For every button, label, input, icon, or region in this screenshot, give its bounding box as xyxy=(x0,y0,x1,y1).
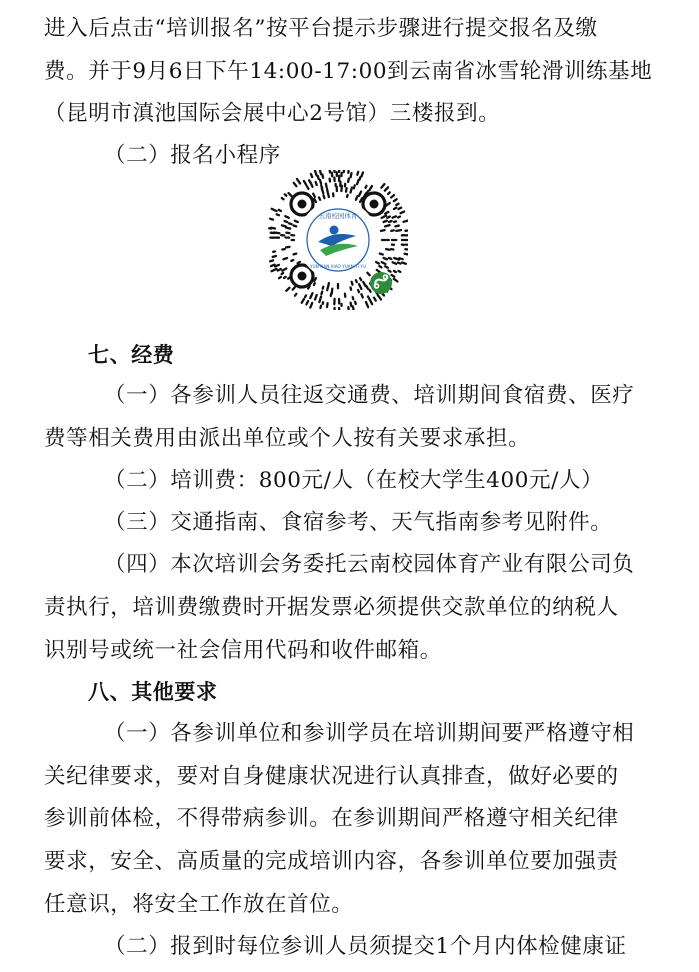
qr-dot xyxy=(272,209,277,211)
qr-dot xyxy=(366,302,368,307)
qr-dot xyxy=(351,287,352,289)
paragraph-line: （四）本次培训会务委托云南校园体育产业有限公司负 xyxy=(104,552,635,577)
miniprogram-qr-code[interactable] xyxy=(268,170,408,310)
section-heading: 八、其他要求 xyxy=(88,680,218,704)
qr-dot xyxy=(319,197,320,199)
qr-dot xyxy=(328,193,329,197)
qr-dot xyxy=(404,220,409,221)
qr-dot xyxy=(310,303,312,308)
qr-dot xyxy=(307,186,309,189)
qr-dot xyxy=(384,221,387,222)
qr-dot xyxy=(394,221,396,222)
qr-dot xyxy=(270,260,273,261)
qr-dot xyxy=(326,184,327,188)
qr-dot xyxy=(323,287,324,289)
qr-dot xyxy=(294,183,297,186)
qr-dot xyxy=(360,278,361,280)
qr-dot xyxy=(401,212,405,214)
qr-dot xyxy=(289,193,292,196)
qr-dot xyxy=(355,302,356,304)
qr-dot xyxy=(353,297,354,299)
qr-dot xyxy=(392,275,395,277)
paragraph-line: （二）培训费：800元/人（在校大学生400元/人） xyxy=(104,468,604,493)
qr-dot xyxy=(282,269,286,271)
qr-dot xyxy=(359,284,361,289)
qr-dot xyxy=(398,217,400,218)
paragraph-line: 费等相关费用由派出单位或个人按有关要求承担。 xyxy=(44,426,531,451)
qr-dot xyxy=(347,195,348,197)
qr-dot xyxy=(271,265,275,266)
qr-dot xyxy=(304,181,306,185)
qr-dot xyxy=(320,170,321,174)
qr-dot xyxy=(295,221,298,222)
qr-dot xyxy=(367,273,369,276)
qr-dot xyxy=(279,210,281,211)
qr-dot xyxy=(387,217,390,218)
qr-dot xyxy=(354,185,355,188)
qr-dot xyxy=(389,258,392,259)
qr-dot xyxy=(283,258,287,259)
qr-dot xyxy=(315,171,317,176)
qr-dot xyxy=(286,288,289,291)
qr-dot xyxy=(385,212,388,214)
qr-dot xyxy=(321,185,322,188)
paragraph-line: （昆明市滇池国际会展中心2号馆）三楼报到。 xyxy=(44,101,501,126)
qr-code-graphic xyxy=(268,170,408,310)
qr-dot xyxy=(278,269,281,271)
qr-dot xyxy=(370,300,372,304)
qr-dot xyxy=(366,286,368,289)
qr-dot xyxy=(394,271,396,272)
paragraph-line: 识别号或统一社会信用代码和收件邮箱。 xyxy=(44,638,442,663)
qr-dot xyxy=(361,294,362,297)
paragraph-line: （一）各参训单位和参训学员在培训期间要严格遵守相 xyxy=(104,721,635,746)
qr-dot xyxy=(314,283,315,285)
qr-dot xyxy=(399,271,401,272)
qr-dot xyxy=(286,247,289,248)
qr-dot xyxy=(285,194,287,195)
qr-dot xyxy=(382,262,386,264)
qr-dot xyxy=(302,299,304,303)
qr-dot xyxy=(402,263,406,264)
qr-dot xyxy=(396,230,401,231)
paragraph-line: （三）交通指南、食宿参考、天气指南参考见附件。 xyxy=(104,510,613,535)
logo-ring-text: 云南校园体育 xyxy=(318,212,358,220)
section-subheading: （二）报名小程序 xyxy=(104,143,281,168)
qr-dot xyxy=(388,192,390,194)
qr-dot xyxy=(379,266,381,267)
qr-dot xyxy=(282,273,284,274)
qr-dot xyxy=(405,254,408,255)
qr-dot xyxy=(399,258,402,259)
qr-dot xyxy=(352,282,353,285)
paragraph-line: 参训前体检，不得带病参训。在参训期间严格遵守相关纪律 xyxy=(44,806,619,831)
paragraph-line: 责执行，培训费缴费时开据发票必须提供交款单位的纳税人 xyxy=(44,595,619,620)
qr-dot xyxy=(398,263,401,264)
qr-dot xyxy=(310,293,312,298)
paragraph-line: 关纪律要求，要对自身健康状况进行认真排查，做好必要的 xyxy=(44,764,619,789)
qr-dot xyxy=(385,187,388,190)
qr-dot xyxy=(291,260,293,261)
qr-dot xyxy=(381,184,384,188)
qr-dot xyxy=(315,295,317,300)
qr-dot xyxy=(362,172,363,176)
qr-dot xyxy=(360,177,361,180)
qr-finder-eye-center xyxy=(298,200,307,209)
qr-dot xyxy=(378,295,381,299)
qr-dot xyxy=(273,256,276,257)
qr-dot xyxy=(321,292,322,295)
qr-dot xyxy=(297,179,300,184)
qr-dot xyxy=(394,199,397,201)
qr-dot xyxy=(396,204,398,205)
qr-dot xyxy=(380,254,383,255)
qr-dot xyxy=(366,186,367,188)
qr-dot xyxy=(314,278,316,281)
qr-dot xyxy=(270,219,273,220)
qr-dot xyxy=(351,188,352,193)
qr-dot xyxy=(357,180,359,184)
qr-dot xyxy=(293,287,295,289)
qr-dot xyxy=(327,189,328,192)
qr-dot xyxy=(311,174,312,177)
qr-dot xyxy=(370,290,371,292)
qr-dot xyxy=(363,282,365,286)
qr-dot xyxy=(357,172,358,175)
qr-dot xyxy=(399,208,402,209)
logo-ring-text-latin: YUN NAN XIAO YUAN TI YU xyxy=(310,264,366,269)
qr-dot xyxy=(386,249,390,250)
qr-dot xyxy=(319,297,321,303)
qr-dot xyxy=(385,266,388,268)
paragraph-line: 任意识，将安全工作放在首位。 xyxy=(44,892,354,917)
qr-dot xyxy=(391,195,394,197)
paragraph-line: （二）报到时每位参训人员须提交1个月内体检健康证 xyxy=(104,934,627,959)
qr-dot xyxy=(393,216,396,217)
qr-dot xyxy=(306,301,308,304)
qr-dot xyxy=(284,277,286,278)
qr-dot xyxy=(272,269,277,271)
qr-dot xyxy=(346,188,347,192)
qr-dot xyxy=(324,195,325,198)
qr-finder-eye-center xyxy=(370,200,379,209)
qr-dot xyxy=(294,254,297,255)
wechat-miniprogram-icon xyxy=(370,272,392,294)
qr-dot xyxy=(309,180,310,182)
qr-dot xyxy=(395,226,398,227)
qr-dot xyxy=(391,230,394,231)
qr-dot xyxy=(348,179,349,182)
qr-dot xyxy=(327,288,328,290)
qr-dot xyxy=(353,306,354,310)
qr-dot xyxy=(381,230,385,231)
qr-dot xyxy=(295,294,297,296)
qr-dot xyxy=(318,176,319,179)
qr-dot xyxy=(385,225,390,226)
qr-dot xyxy=(351,173,352,177)
section-heading: 七、经费 xyxy=(88,343,175,367)
qr-dot xyxy=(305,295,306,297)
qr-dot xyxy=(358,290,359,292)
qr-dot xyxy=(314,199,316,202)
qr-dot xyxy=(298,262,300,263)
qr-dot xyxy=(394,208,396,209)
qr-dot xyxy=(393,262,397,264)
qr-dot xyxy=(316,182,317,185)
qr-dot xyxy=(370,186,373,190)
qr-dot xyxy=(286,228,291,229)
qr-dot xyxy=(382,216,386,218)
qr-dot xyxy=(289,223,292,224)
qr-dot xyxy=(282,225,286,226)
paragraph-line: 要求，安全、高质量的完成培训内容，各参训单位要加强责 xyxy=(44,849,619,874)
qr-dot xyxy=(356,196,358,200)
qr-dot xyxy=(320,180,321,184)
qr-dot xyxy=(328,283,329,287)
qr-dot xyxy=(285,216,289,218)
qr-dot xyxy=(277,214,279,215)
campus-sports-logo xyxy=(307,209,369,271)
qr-dot xyxy=(322,175,323,178)
qr-dot xyxy=(374,298,376,301)
paragraph-line: 进入后点击“培训报名”按平台提示步骤进行提交报名及缴 xyxy=(44,16,598,41)
qr-dot xyxy=(279,277,281,278)
paragraph-line: （一）各参训人员往返交通费、培训期间食宿费、医疗 xyxy=(104,383,635,408)
qr-dot xyxy=(313,194,315,197)
qr-dot xyxy=(359,192,361,196)
qr-dot xyxy=(376,262,379,264)
qr-dot xyxy=(285,221,288,222)
qr-dot xyxy=(351,303,352,306)
qr-dot xyxy=(389,221,392,222)
qr-dot xyxy=(327,303,328,307)
qr-dot xyxy=(394,279,398,282)
qr-dot xyxy=(320,306,321,308)
qr-dot xyxy=(282,198,284,199)
qr-dot xyxy=(389,271,391,272)
qr-dot xyxy=(294,226,297,227)
qr-dot xyxy=(384,258,387,259)
paragraph-line: 费。并于9月6日下午14:00-17:00到云南省冰雪轮滑训练基地 xyxy=(44,59,653,84)
qr-dot xyxy=(356,280,357,282)
qr-finder-eye-center xyxy=(298,272,307,281)
